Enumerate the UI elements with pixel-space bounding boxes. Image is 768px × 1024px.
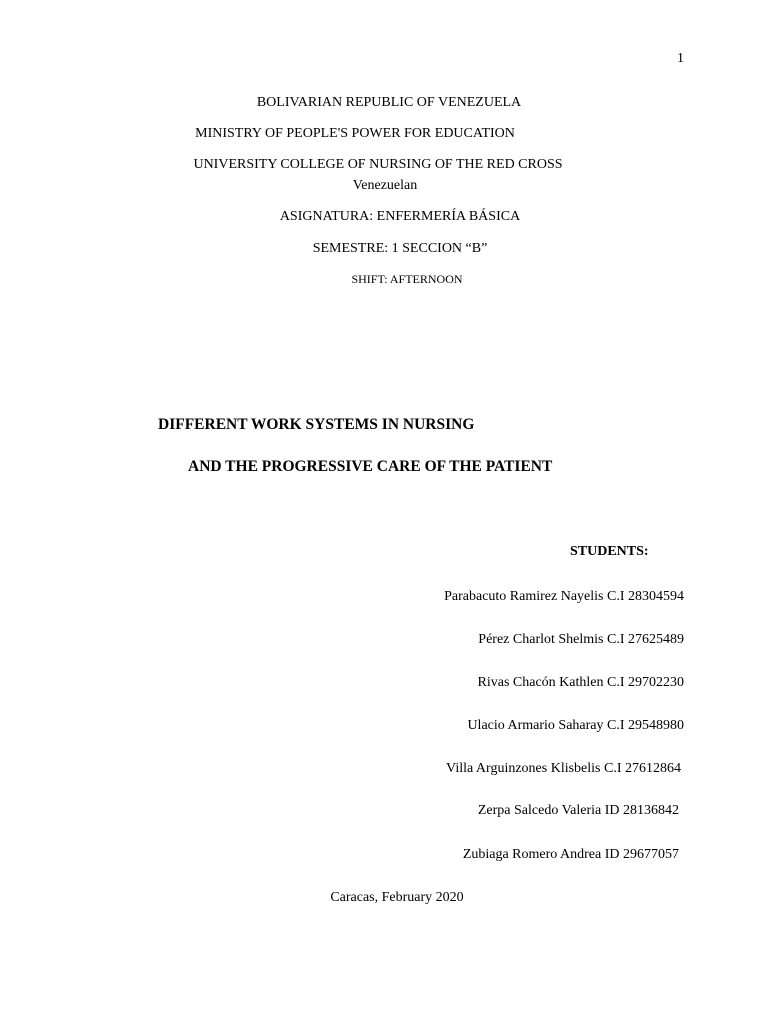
header-shift: SHIFT: AFTERNOON (351, 272, 463, 286)
student-entry: Villa Arguinzones Klisbelis C.I 27612864 (446, 761, 681, 776)
student-entry: Zubiaga Romero Andrea ID 29677057 (462, 847, 679, 862)
header-subject: ASIGNATURA: ENFERMERÍA BÁSICA (279, 209, 521, 224)
student-entry: Pérez Charlot Shelmis C.I 27625489 (478, 632, 684, 647)
header-ministry: MINISTRY OF PEOPLE'S POWER FOR EDUCATION (195, 126, 515, 141)
header-semester: SEMESTRE: 1 SECCION “B” (312, 241, 488, 256)
student-entry: Zerpa Salcedo Valeria ID 28136842 (477, 803, 679, 818)
students-heading: STUDENTS: (570, 544, 649, 559)
header-university: UNIVERSITY COLLEGE OF NURSING OF THE RED CROSS (193, 157, 563, 172)
place-date: Caracas, February 2020 (330, 890, 464, 905)
header-university-suffix: Venezuelan (352, 178, 418, 193)
student-entry: Rivas Chacón Kathlen C.I 29702230 (477, 675, 684, 690)
student-entry: Parabacuto Ramirez Nayelis C.I 28304594 (444, 589, 684, 604)
document-title-line1: DIFFERENT WORK SYSTEMS IN NURSING (158, 416, 475, 433)
page-number: 1 (677, 51, 684, 66)
student-entry: Ulacio Armario Saharay C.I 29548980 (467, 718, 684, 733)
header-country: BOLIVARIAN REPUBLIC OF VENEZUELA (256, 95, 522, 110)
document-title-line2: AND THE PROGRESSIVE CARE OF THE PATIENT (188, 458, 553, 475)
